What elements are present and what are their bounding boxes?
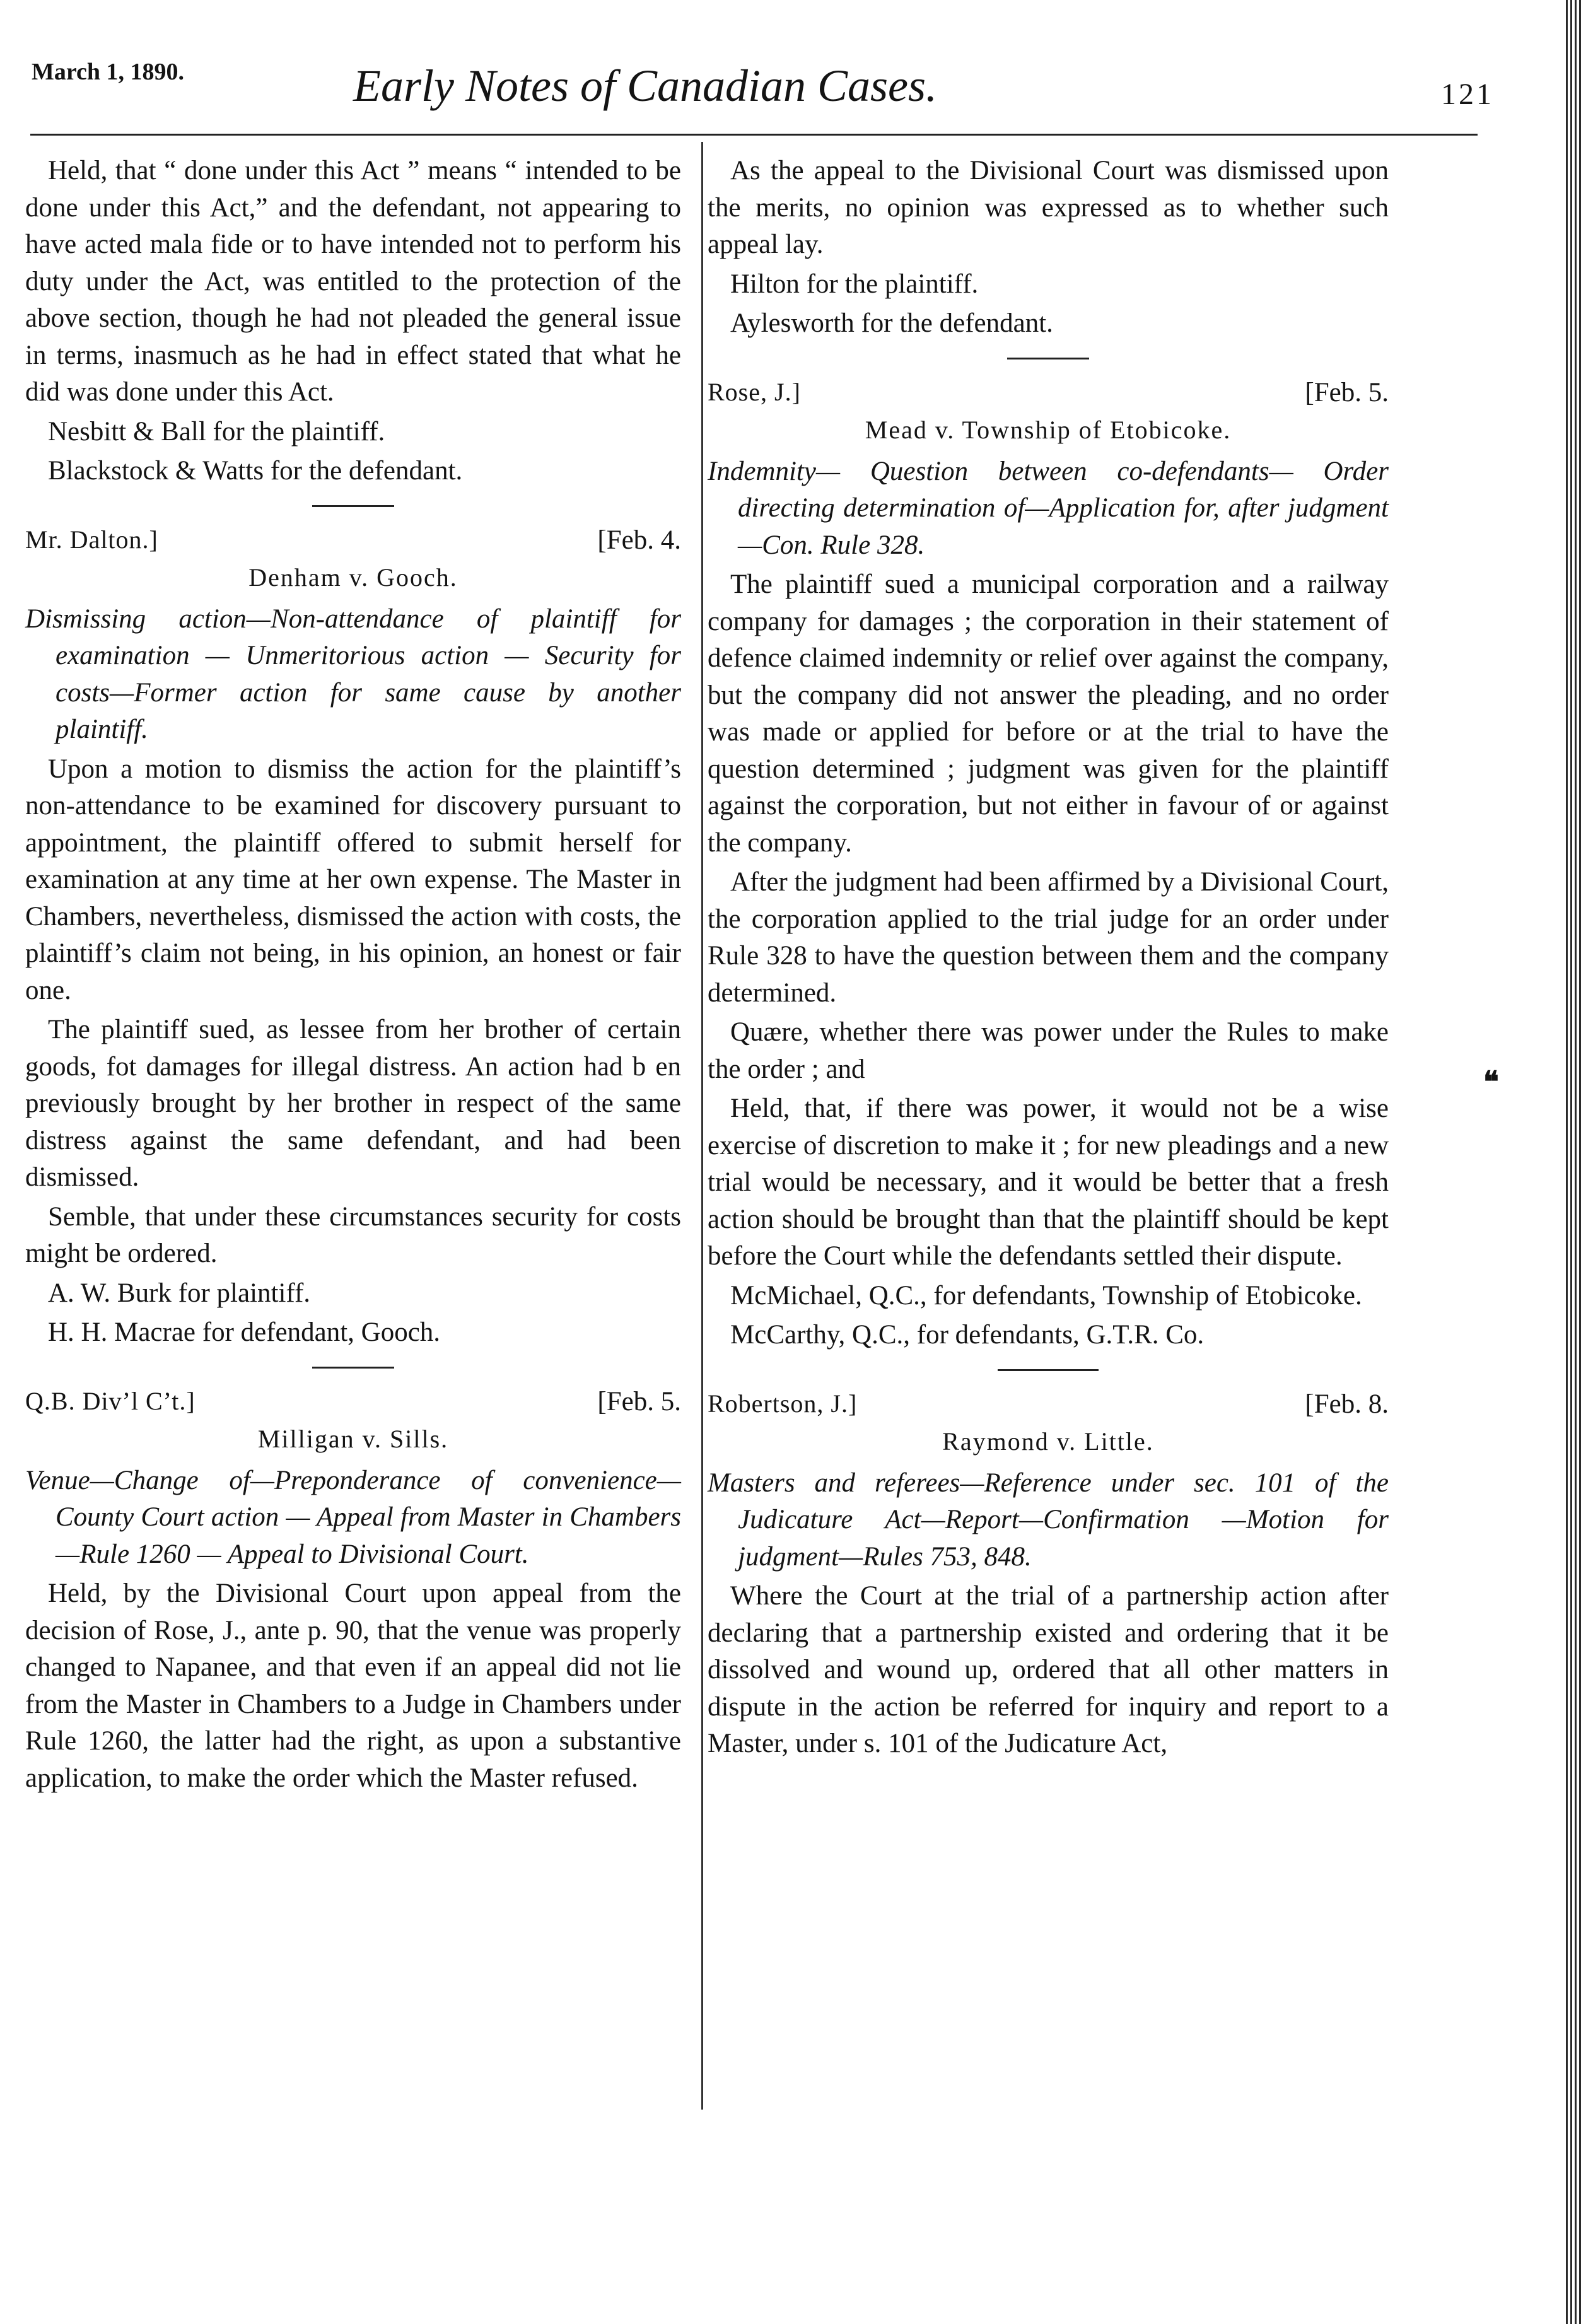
case-date: [Feb. 4. [597,525,681,555]
page-title: Early Notes of Canadian Cases. [353,61,938,111]
margin-mark: ❝ [1483,1066,1499,1098]
counsel-line: Hilton for the plaintiff. [730,269,979,299]
case-date: [Feb. 5. [1305,377,1389,407]
judge-name: Mr. Dalton.] [25,525,158,554]
case-heading [25,521,681,560]
case-date: [Feb. 5. [597,1386,681,1416]
case-paragraph: Where the Court at the trial of a partnership action after declaring that a partnership existed and ordering that it be dissolved and wound up, ordered that all other matters in dispute in the action be referred for inquiry and report to a Master, under s. 101 of the Judicature Act, [708,1581,1389,1758]
section-separator [312,1367,394,1369]
judge-name: Robertson, J.] [708,1389,858,1418]
held-paragraph: Held, that “ done under this Act ” means “ intended to be done under this Act,” and the defendant, not appearing to have acted mala fide or to have intended not to perform his duty under the Act, was entitled to the protection of the above section, though he had not pleaded the general issue in terms, inasmuch as he had in effect stated that what he did was done under this Act. [25,156,681,407]
case-headnote: Masters and referees—Reference under sec. 101 of the Judicature Act—Report—Confirmation —Motion for judgment—Rules 753, 848. [708,1468,1389,1572]
case-title: Milligan v. Sills. [257,1424,449,1453]
case-heading [708,1385,1389,1424]
case-title: Raymond v. Little. [942,1427,1154,1456]
case-paragraph: The plaintiff sued a municipal corporation and a railway company for damages ; the corporation in their statement of defence claimed indemnity or relief over against the company, but the company did not answer the pleading, and no order was made or applied for before or at the trial to have the question determined ; judgment was given for the plaintiff against the corporation, but not either in favour of or against the company. [708,569,1389,858]
section-separator [998,1369,1099,1371]
judge-name: Rose, J.] [708,377,801,406]
counsel-line: Blackstock & Watts for the defendant. [48,456,463,486]
case-heading [708,373,1389,412]
counsel-line: Aylesworth for the defendant. [730,308,1053,338]
case-paragraph: After the judgment had been affirmed by a Divisional Court, the corporation applied to the trial judge for an order under Rule 328 to have the question between them and the company determined. [708,867,1389,1008]
section-separator [312,505,394,507]
counsel-line: Nesbitt & Ball for the plaintiff. [48,416,385,447]
case-paragraph: Quære, whether there was power under the Rules to make the order ; and [708,1017,1389,1084]
case-headnote: Venue—Change of—Preponderance of convenience—County Court action — Appeal from Master in Chambers—Rule 1260 — Appeal to Divisional Court. [25,1465,681,1569]
page-edge-shadow [1566,0,1581,2324]
case-heading [25,1382,681,1422]
case-paragraph: Held, that, if there was power, it would not be a wise exercise of discretion to make it ; for new pleadings and a new trial would be necessary, and it would be better that a fresh action should be brought than that the plaintiff should be kept before the Court while the defendants settled their dispute. [708,1094,1389,1271]
section-separator [1007,358,1089,359]
header-rule [30,134,1478,136]
case-paragraph: The plaintiff sued, as lessee from her brother of certain goods, fot damages for illegal distress. An action had b en previously brought by her brother in respect of the same distress against the same defendant, and had been dismissed. [25,1015,681,1192]
case-headnote: Dismissing action—Non-attendance of plaintiff for examination — Unmeritorious action — Security for costs—Former action for same cause by another plaintiff. [25,604,681,744]
counsel-line: A. W. Burk for plaintiff. [48,1278,311,1308]
case-date: [Feb. 8. [1305,1389,1389,1419]
case-paragraph: As the appeal to the Divisional Court was dismissed upon the merits, no opinion was expressed as to whether such appeal lay. [708,156,1389,259]
case-title: Denham v. Gooch. [248,563,458,592]
case-title: Mead v. Township of Etobicoke. [865,415,1232,444]
case-paragraph: Semble, that under these circumstances security for costs might be ordered. [25,1201,681,1268]
case-headnote: Indemnity— Question between co-defendants— Order directing determination of—Application for, after judgment—Con. Rule 328. [708,456,1389,560]
right-column [708,153,1389,1765]
issue-date: March 1, 1890. [32,59,185,85]
column-divider [701,142,703,2110]
counsel-line: McCarthy, Q.C., for defendants, G.T.R. Co. [730,1320,1205,1350]
case-paragraph: Upon a motion to dismiss the action for the plaintiff’s non-attendance to be examined for discovery pursuant to appointment, the plaintiff offered to submit herself for examination at any time at her own expense. The Master in Chambers, nevertheless, dismissed the action with costs, the plaintiff’s claim not being, in his opinion, an honest or fair one. [25,754,681,1005]
judge-name: Q.B. Div’l C’t.] [25,1386,195,1415]
counsel-line: McMichael, Q.C., for defendants, Township of Etobicoke. [730,1280,1362,1311]
case-paragraph: Held, by the Divisional Court upon appeal from the decision of Rose, J., ante p. 90, that the venue was properly changed to Napanee, and that even if an appeal did not lie from the Master in Chambers to a Judge in Chambers under Rule 1260, the latter had the right, as upon a substantive application, to make the order which the Master refused. [25,1579,681,1793]
counsel-line: H. H. Macrae for defendant, Gooch. [48,1317,441,1347]
left-column [25,153,681,1799]
page-number: 121 [1441,78,1494,111]
